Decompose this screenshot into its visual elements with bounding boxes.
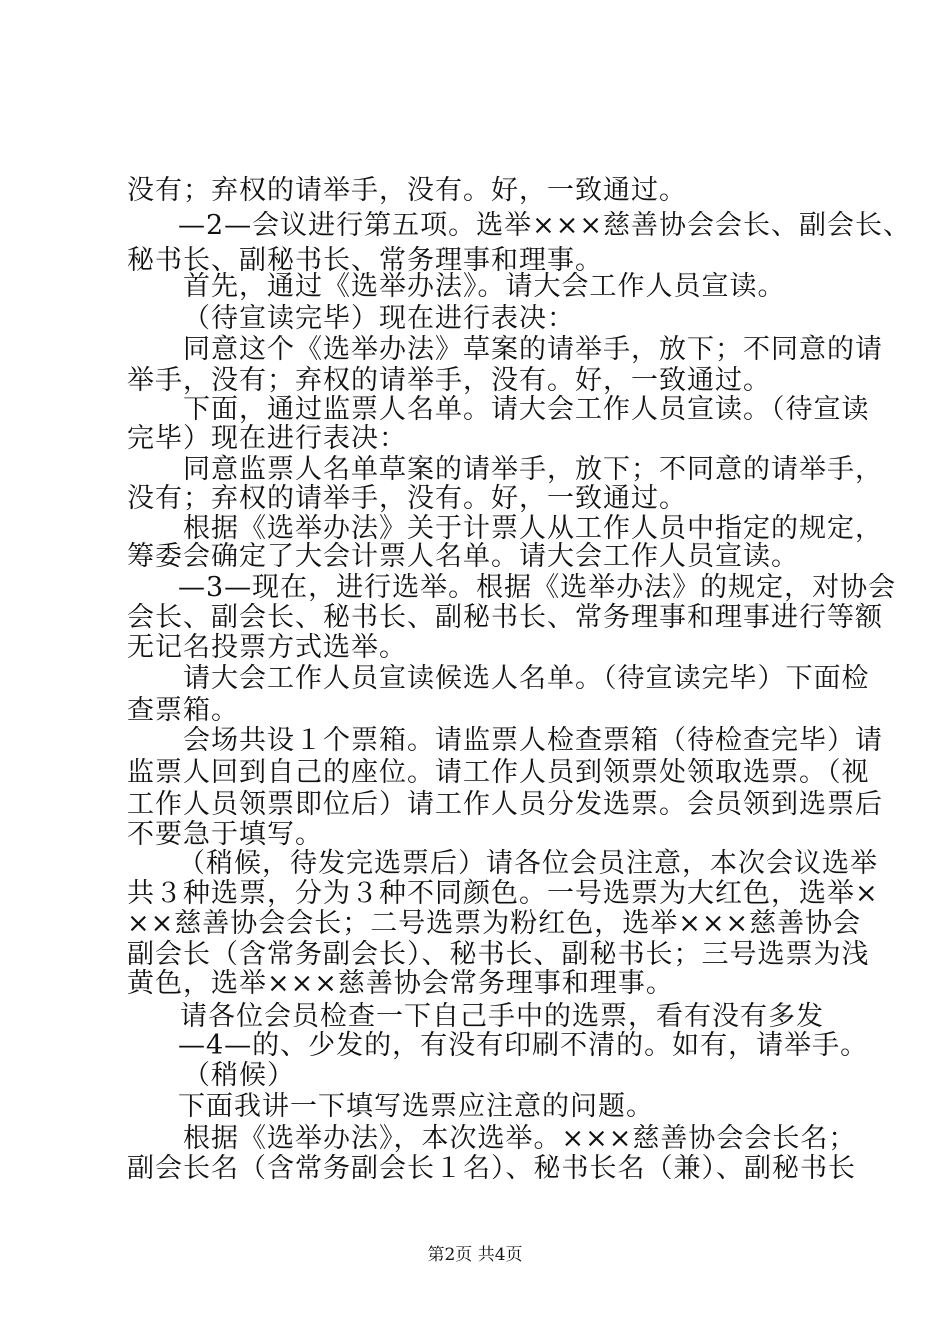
text-line: 会场共设１个票箱。请监票人检查票箱（待检查完毕）请 bbox=[183, 725, 883, 756]
text-line: （稍候） bbox=[183, 1060, 295, 1091]
text-line: 筹委会确定了大会计票人名单。请大会工作人员宣读。 bbox=[127, 541, 799, 572]
text-line: 无记名投票方式选举。 bbox=[127, 632, 407, 663]
text-line: 请各位会员检查一下自己手中的选票，看有没有多发 bbox=[180, 1001, 824, 1032]
text-line: 不要急于填写。 bbox=[127, 819, 323, 850]
text-line: 会长、副会长、秘书长、副秘书长、常务理事和理事进行等额 bbox=[127, 602, 883, 633]
text-line: 副会长名（含常务副会长１名）、秘书长名（兼）、副秘书长 bbox=[127, 1153, 856, 1184]
text-line: 请大会工作人员宣读候选人名单。（待宣读完毕）下面检 bbox=[183, 663, 870, 694]
text-line: 根据《选举办法》关于计票人从工作人员中指定的规定， bbox=[183, 513, 883, 544]
text-line: 同意监票人名单草案的请举手，放下；不同意的请举手， bbox=[183, 454, 883, 485]
text-line: 根据《选举办法》，本次选举。×××慈善协会会长名； bbox=[183, 1123, 857, 1154]
text-line: 首先，通过《选举办法》。请大会工作人员宣读。 bbox=[183, 271, 786, 302]
text-line: 黄色，选举×××慈善协会常务理事和理事。 bbox=[127, 968, 674, 999]
text-line: ××慈善协会会长；二号选票为粉红色，选举×××慈善协会 bbox=[127, 908, 862, 939]
text-line: —3—现在，进行选举。根据《选举办法》的规定，对协会 bbox=[178, 572, 897, 603]
text-line: 完毕）现在进行表决： bbox=[127, 423, 407, 454]
text-line: （稍候，待发完选票后）请各位会员注意，本次会议选举 bbox=[178, 848, 878, 879]
text-line: 共３种选票，分为３种不同颜色。一号选票为大红色，选举× bbox=[127, 878, 879, 909]
text-line: 秘书长、副秘书长、常务理事和理事。 bbox=[127, 245, 603, 276]
text-line: 没有；弃权的请举手，没有。好，一致通过。 bbox=[127, 483, 687, 514]
page-number: 第2页 共4页 bbox=[427, 1245, 523, 1265]
text-line: （待宣读完毕）现在进行表决： bbox=[183, 303, 575, 334]
text-line: 监票人回到自己的座位。请工作人员到领票处领取选票。（视 bbox=[127, 757, 870, 788]
text-line: —4—的、少发的，有没有印刷不清的。如有，请举手。 bbox=[178, 1030, 869, 1061]
text-line: 副会长（含常务副会长）、秘书长、副秘书长；三号选票为浅 bbox=[127, 939, 870, 970]
text-line: 举手，没有；弃权的请举手，没有。好，一致通过。 bbox=[127, 365, 771, 396]
text-line: 同意这个《选举办法》草案的请举手，放下；不同意的请 bbox=[183, 334, 883, 365]
text-line: —2—会议进行第五项。选举×××慈善协会会长、副会长、 bbox=[178, 210, 912, 241]
text-line: 下面我讲一下填写选票应注意的问题。 bbox=[178, 1091, 654, 1122]
text-line: 没有；弃权的请举手，没有。好，一致通过。 bbox=[127, 175, 687, 206]
text-line: 查票箱。 bbox=[127, 695, 239, 726]
text-line: 下面，通过监票人名单。请大会工作人员宣读。（待宣读 bbox=[183, 394, 870, 425]
text-line: 工作人员领票即位后）请工作人员分发选票。会员领到选票后 bbox=[127, 789, 883, 820]
